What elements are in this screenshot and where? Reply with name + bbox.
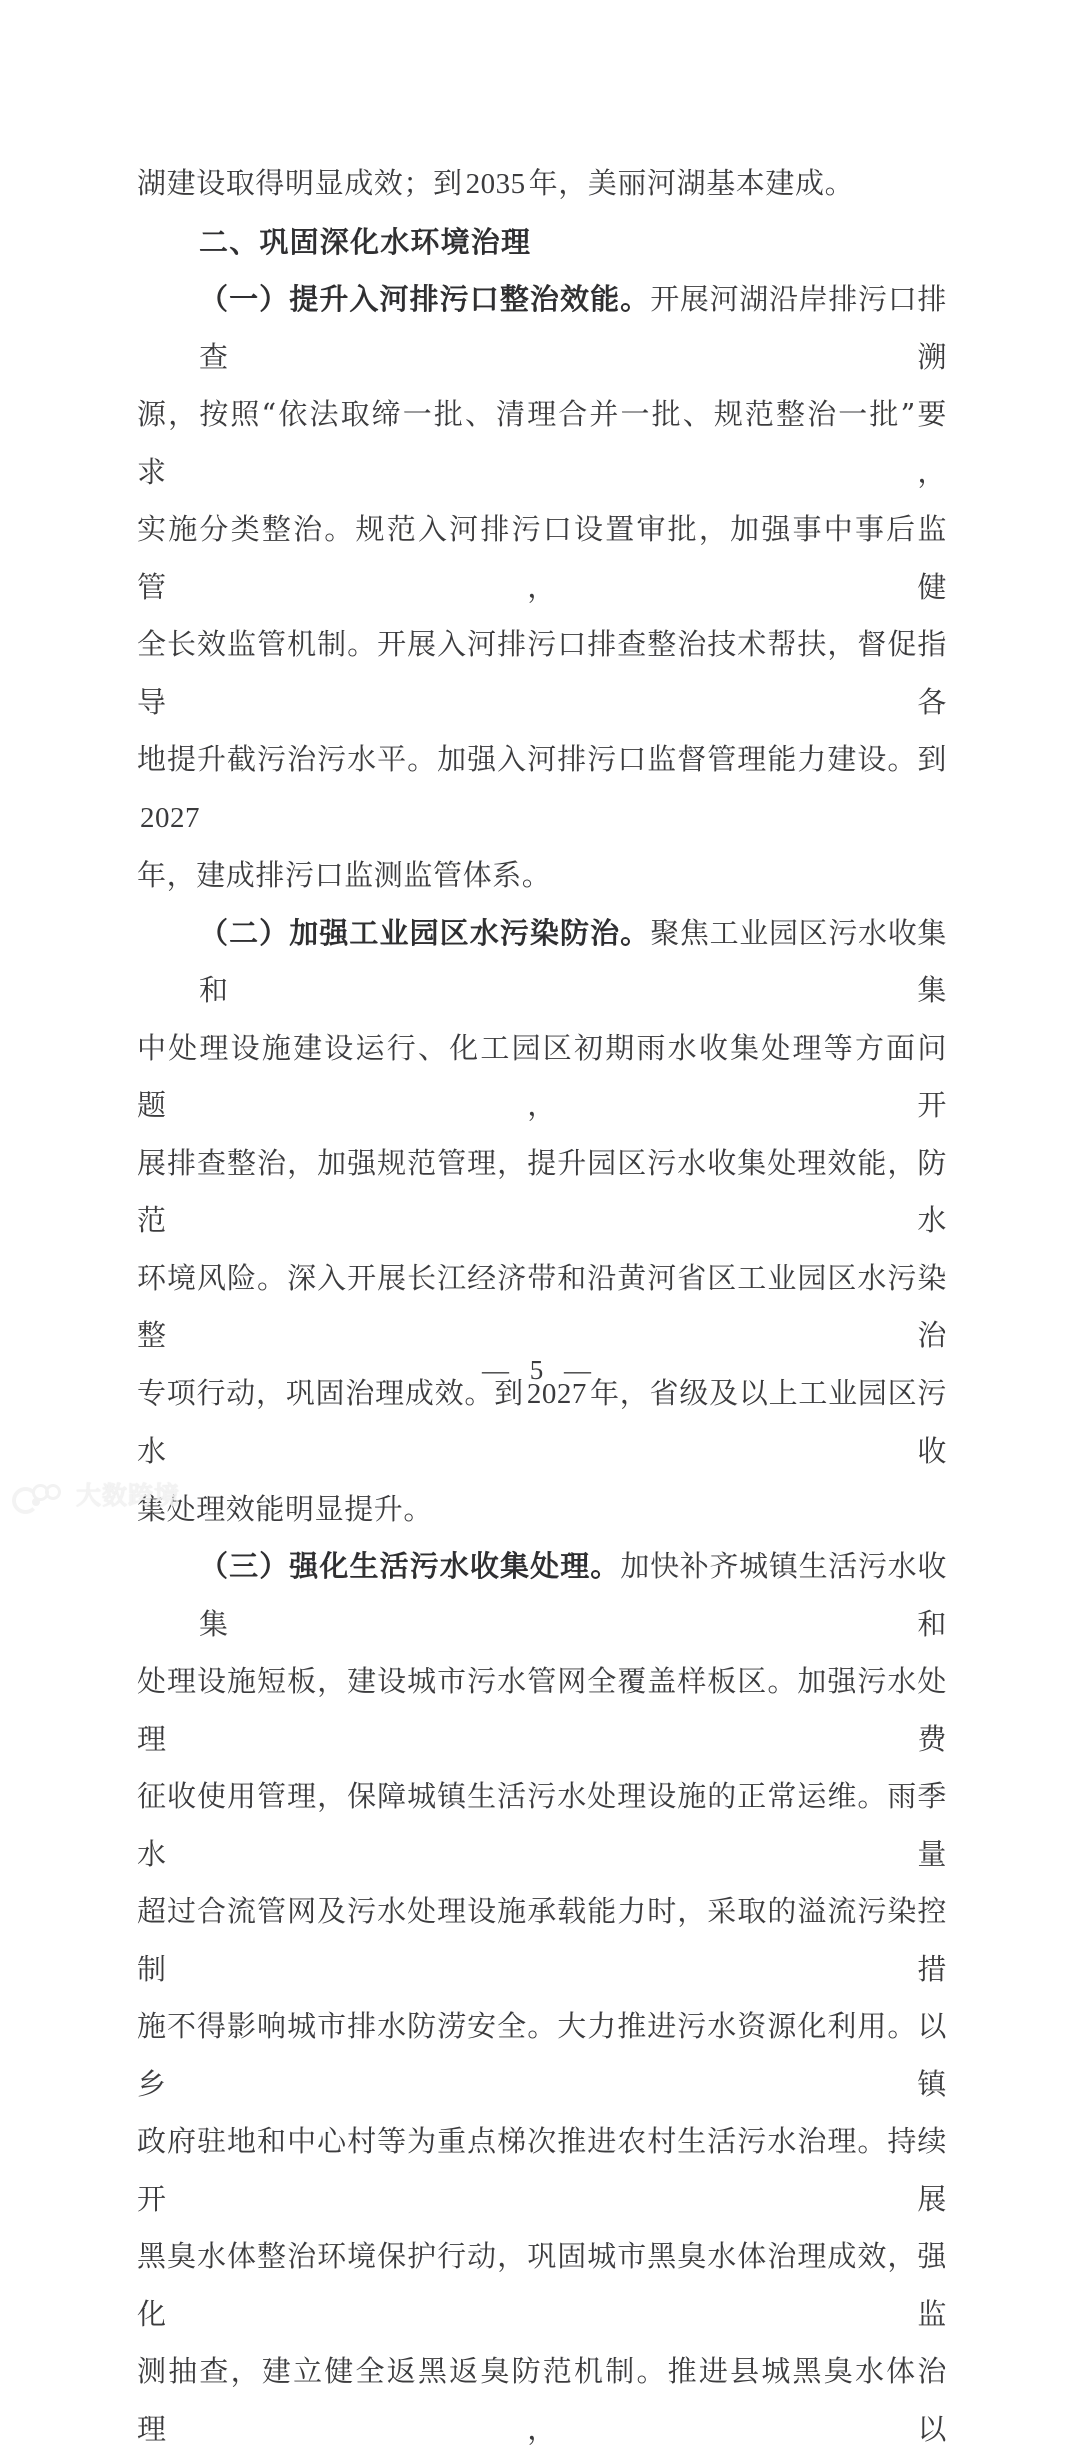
subsection-1-line-1-text: 开展河湖沿岸排污口排查溯 <box>199 282 947 374</box>
subsection-3-line-4: 超过合流管网及污水处理设施承载能力时，采取的溢流污染控制措 <box>137 1894 947 1986</box>
continuation-text-b: 年，美丽河湖基本建成。 <box>528 166 855 200</box>
page-number: — 5 — <box>482 1355 598 1385</box>
subsection-2-line-1 <box>137 905 947 1020</box>
subsection-3-line-1-text: 加快补齐城镇生活污水收集和 <box>199 1549 947 1641</box>
subsection-1-line-2: 源，按照“依法取缔一批、清理合并一批、规范整治一批”要求， <box>137 397 947 489</box>
subsection-1-title: （一）提升入河排污口整治效能。 <box>199 282 651 316</box>
subsection-1-line-5-text: 地提升截污治污水平。加强入河排污口监督管理能力建设。到 <box>137 742 947 776</box>
year-2027-second: 2027 <box>526 1377 587 1410</box>
subsection-1-line-5 <box>137 731 947 847</box>
subsection-3-line-3: 征收使用管理，保障城镇生活污水处理设施的正常运维。雨季水量 <box>137 1779 947 1871</box>
subsection-1-line-6: 年，建成排污口监测监管体系。 <box>137 858 552 892</box>
subsection-2-line-3: 展排查整治，加强规范管理，提升园区污水收集处理效能，防范水 <box>137 1145 947 1237</box>
subsection-3-line-8: 测抽查，建立健全返黑返臭防范机制。推进县城黑臭水体治理，以 <box>137 2354 947 2446</box>
year-2035: 2035 <box>465 168 526 200</box>
continuation-line <box>137 155 947 214</box>
continuation-text-a: 湖建设取得明显成效；到 <box>137 166 463 200</box>
subsection-2-line-1-text: 聚焦工业园区污水收集和集 <box>199 915 947 1007</box>
subsection-1-line-1 <box>137 271 947 386</box>
subsection-3-line-5: 施不得影响城市排水防涝安全。大力推进污水资源化利用。以乡镇 <box>137 2009 947 2101</box>
circles-logo-icon <box>10 1483 68 1509</box>
year-2027-first: 2027 <box>140 801 200 834</box>
subsection-1-line-3: 实施分类整治。规范入河排污口设置审批，加强事中事后监管，健 <box>137 512 947 604</box>
subsection-2-line-4: 环境风险。深入开展长江经济带和沿黄河省区工业园区水污染整治 <box>137 1260 947 1352</box>
document-body <box>137 155 947 2458</box>
subsection-2-title: （二）加强工业园区水污染防治。 <box>199 915 651 950</box>
subsection-3-title: （三）强化生活污水收集处理。 <box>199 1549 621 1583</box>
subsection-3-line-7: 黑臭水体整治环境保护行动，巩固城市黑臭水体治理成效，强化监 <box>137 2239 947 2331</box>
watermark-text: 大数跨境 <box>76 1481 181 1510</box>
subsection-3-line-6: 政府驻地和中心村等为重点梯次推进农村生活污水治理。持续开展 <box>137 2124 947 2216</box>
subsection-3-line-2: 处理设施短板，建设城市污水管网全覆盖样板区。加强污水处理费 <box>137 1664 947 1756</box>
subsection-3-line-1 <box>137 1538 947 1653</box>
subsection-2-line-5-text-b: 年，省级及以上工业园区污水收 <box>137 1375 947 1468</box>
subsection-2-line-5-text-a: 专项行动，巩固治理成效。到 <box>137 1375 524 1410</box>
section-heading: 二、巩固深化水环境治理 <box>199 224 532 259</box>
subsection-2-line-6: 集处理效能明显提升。 <box>137 1491 434 1526</box>
subsection-1-line-4: 全长效监管机制。开展入河排污口排查整治技术帮扶，督促指导各 <box>137 627 947 719</box>
subsection-2-line-2: 中处理设施建设运行、化工园区初期雨水收集处理等方面问题，开 <box>137 1030 947 1122</box>
